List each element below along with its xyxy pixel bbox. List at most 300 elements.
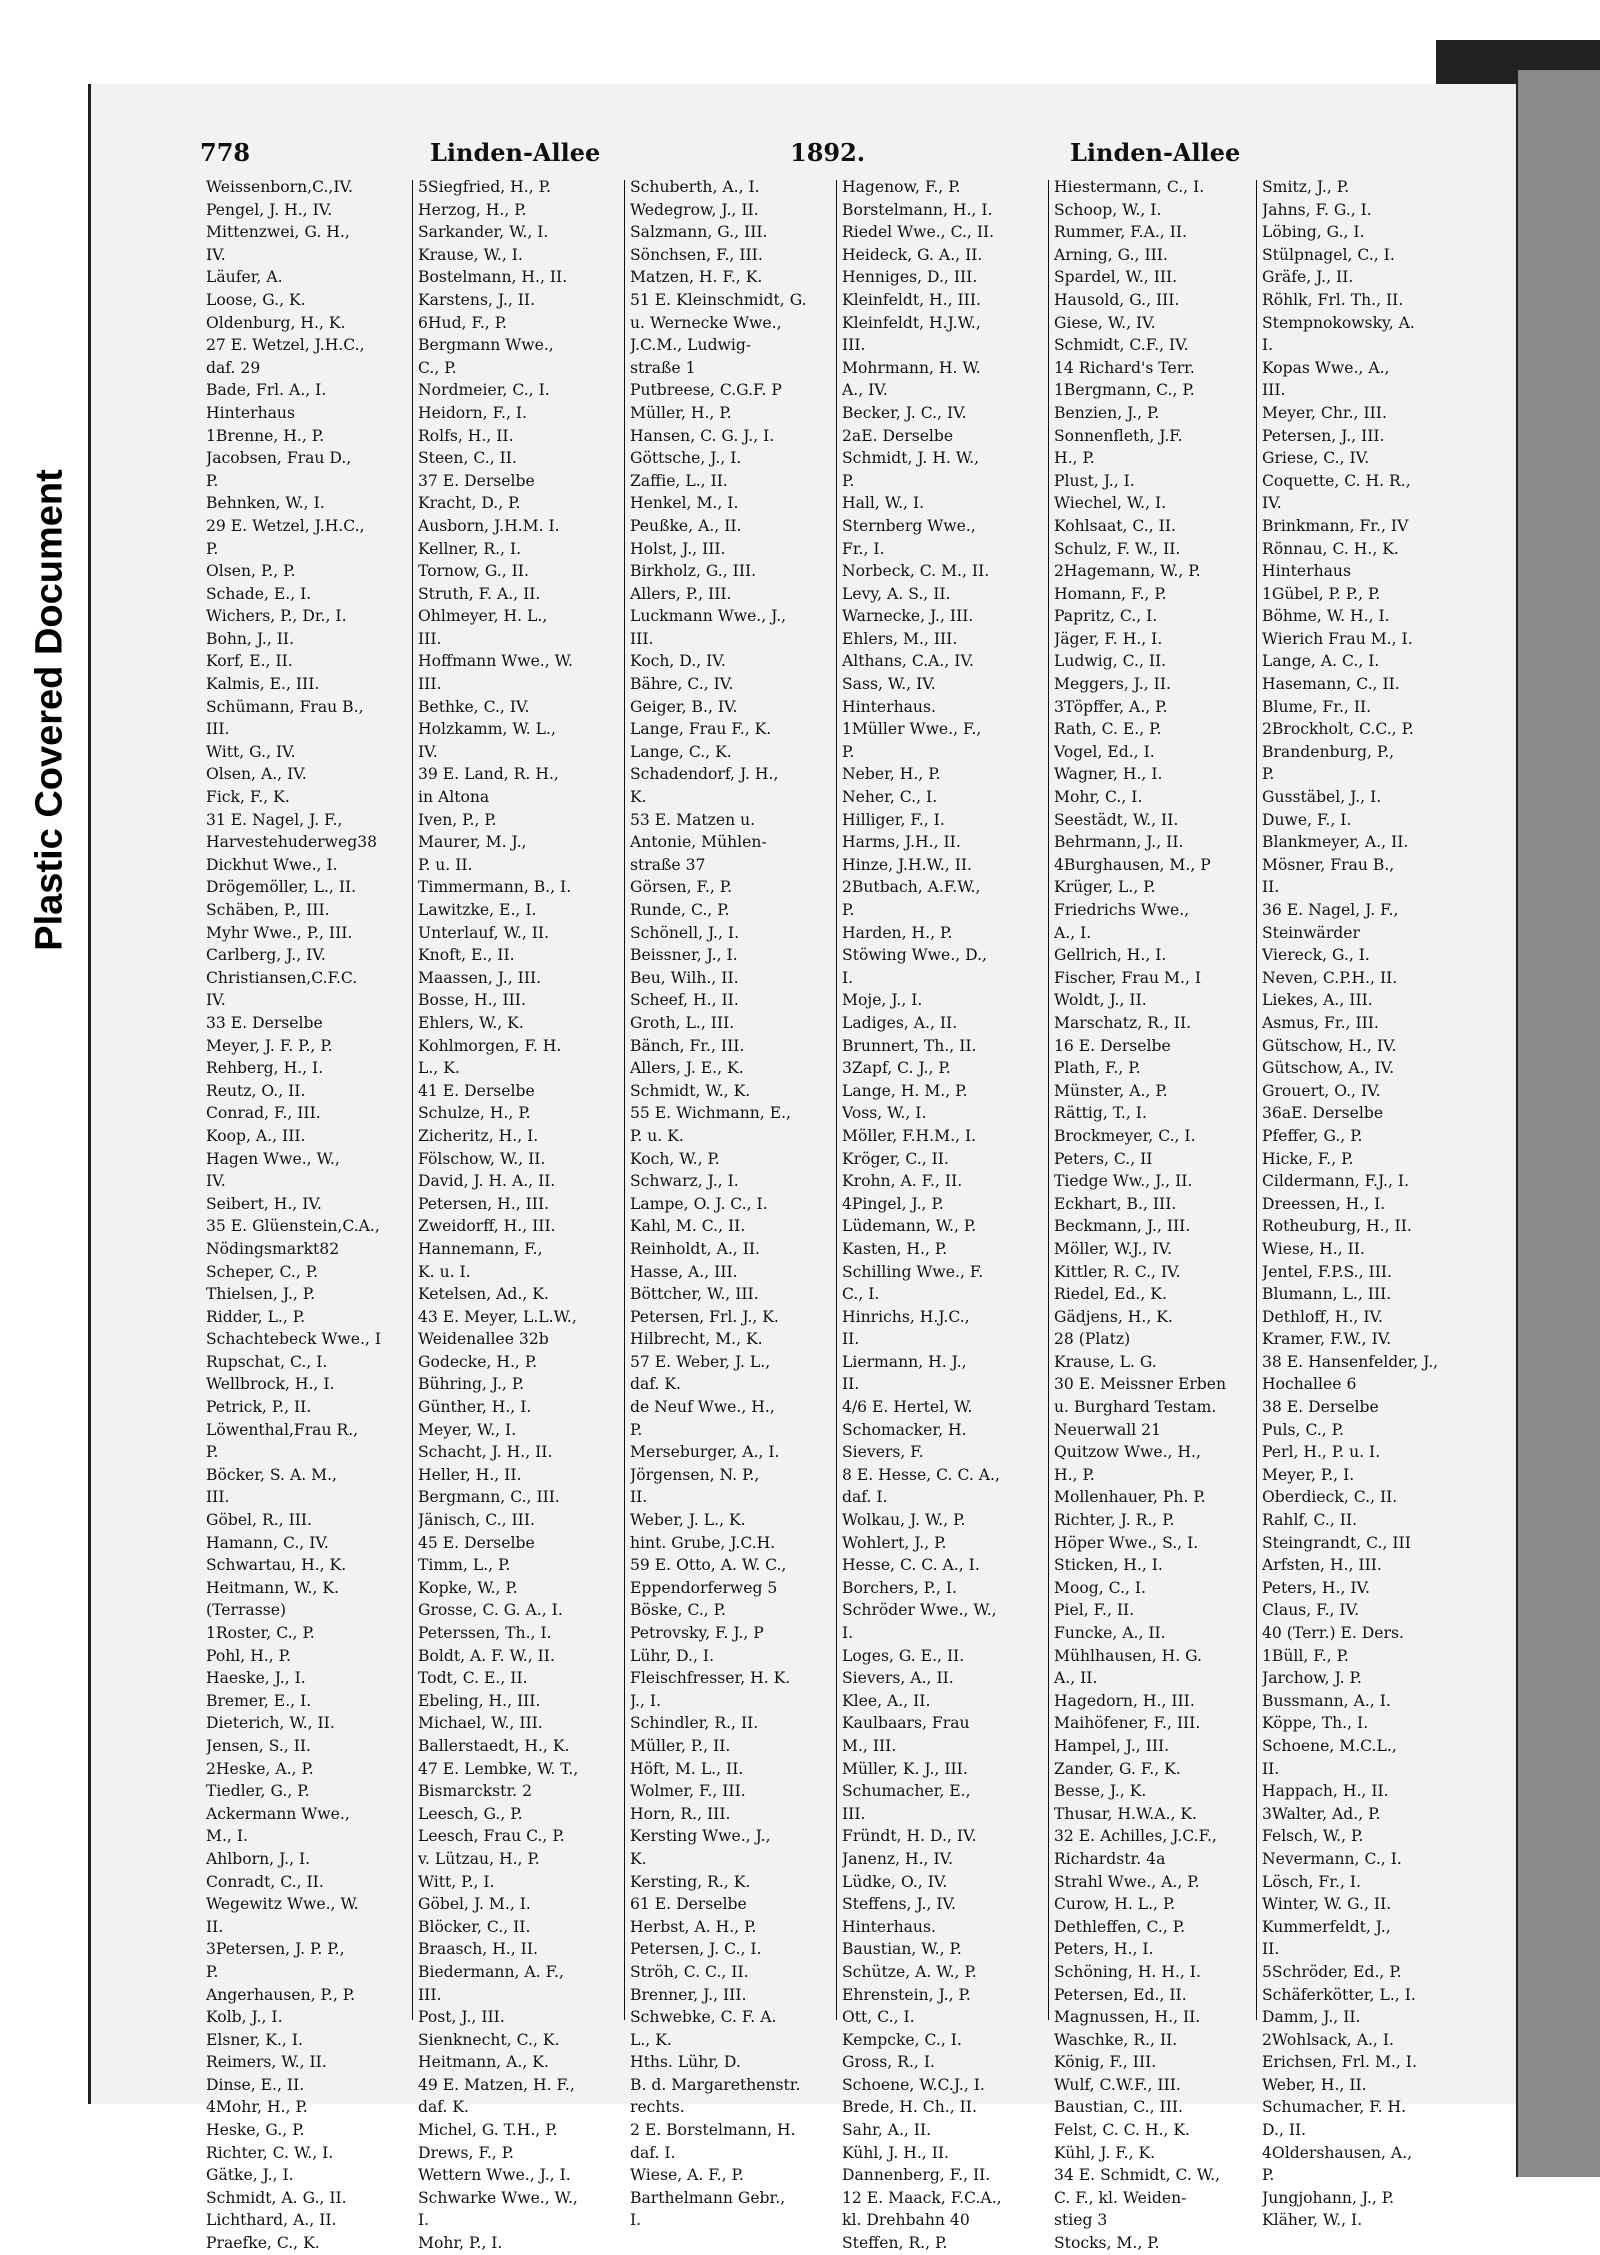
directory-entry: Peterssen, Th., I. [418, 1624, 552, 1642]
directory-entry: Steffen, R., P. [842, 2234, 948, 2253]
directory-entry: Maurer, M. J., [418, 833, 527, 852]
directory-entry: Göbel, J. M., I. [418, 1895, 531, 1914]
directory-entry: Braasch, H., II. [418, 1940, 538, 1959]
directory-entry: Jensen, S., II. [206, 1736, 311, 1755]
directory-entry: Kalmis, E., III. [206, 675, 320, 694]
directory-entry: Schuberth, A., I. [630, 178, 760, 196]
directory-entry: Warnecke, J., III. [842, 607, 974, 626]
directory-entry: Schmidt, J. H. W., [842, 449, 980, 468]
directory-entry: Schwarke Wwe., W., [418, 2188, 578, 2207]
directory-entry: Schulze, H., P. [418, 1104, 531, 1123]
directory-entry: Petersen, Ed., II. [1054, 1985, 1187, 2004]
directory-entry: Ausborn, J.H.M. I. [418, 516, 560, 535]
directory-entry: Müller, K. J., III. [842, 1759, 968, 1778]
directory-entry: Petersen, J., III. [1262, 426, 1385, 445]
directory-entry: Riedel, Ed., K. [1054, 1285, 1167, 1304]
directory-entry: Holst, J., III. [630, 539, 726, 558]
directory-entry: Kaulbaars, Frau [842, 1714, 970, 1733]
directory-entry: Rahlf, C., II. [1262, 1511, 1358, 1530]
directory-entry: David, J. H. A., II. [418, 1172, 556, 1191]
directory-entry: Zicheritz, H., I. [418, 1126, 539, 1145]
directory-entry: Lühr, D., I. [630, 1646, 715, 1665]
directory-entry: Barthelmann Gebr., [630, 2188, 786, 2207]
directory-entry: hint. Grube, J.C.H. [630, 1533, 776, 1552]
directory-entry: 2 E. Borstelmann, H. [630, 2121, 796, 2140]
directory-entry: Kopas Wwe., A., [1262, 358, 1390, 377]
directory-entry: 1Bergmann, C., P. [1054, 381, 1195, 400]
directory-entry: Liekes, A., III. [1262, 991, 1373, 1010]
directory-entry: Maassen, J., III. [418, 968, 542, 987]
directory-entry: Lüdke, O., IV. [842, 1872, 948, 1891]
directory-entry: Arning, G., III. [1054, 245, 1168, 264]
directory-entry: Praefke, C., K. [206, 2234, 320, 2253]
directory-entry: Lampe, O. J. C., I. [630, 1194, 768, 1213]
directory-entry: Dickhut Wwe., I. [206, 855, 338, 874]
directory-entry: 1Büll, F., P. [1262, 1646, 1349, 1665]
directory-column-5 [1054, 176, 1244, 2255]
directory-entry: Timmermann, B., I. [418, 878, 572, 897]
directory-entry: Dieterich, W., II. [206, 1714, 335, 1733]
directory-entry: Janenz, H., IV. [842, 1849, 954, 1868]
directory-entry: in Altona [418, 788, 490, 807]
directory-entry: Merseburger, A., I. [630, 1443, 780, 1462]
directory-entry: Fischer, Frau M., I [1054, 968, 1202, 987]
directory-entry: Schwebke, C. F. A. [630, 2008, 777, 2027]
directory-entry: Baustian, C., III. [1054, 2098, 1183, 2117]
directory-entry: Höper Wwe., S., I. [1054, 1533, 1199, 1552]
directory-entry: Angerhausen, P., P. [206, 1985, 356, 2004]
directory-entry: Thusar, H.W.A., K. [1054, 1804, 1197, 1823]
directory-entry: Richter, J. R., P. [1054, 1511, 1175, 1530]
directory-entry: Kasten, H., P. [842, 1239, 948, 1258]
directory-entry: Borstelmann, H., I. [842, 200, 993, 219]
directory-entry: Biedermann, A. F., [418, 1962, 564, 1981]
directory-column-4 [842, 176, 1032, 2255]
directory-entry: Ehlers, W., K. [418, 1013, 524, 1032]
directory-entry: Behrmann, J., II. [1054, 833, 1184, 852]
directory-entry: Moje, J., I. [842, 991, 923, 1010]
directory-entry: Unterlauf, W., II. [418, 923, 550, 942]
directory-entry: Gütschow, H., IV. [1262, 1036, 1397, 1055]
directory-entry: Mollenhauer, Ph. P. [1054, 1488, 1206, 1507]
directory-entry: Ott, C., I. [842, 2008, 915, 2027]
directory-entry: Rupschat, C., I. [206, 1352, 328, 1371]
directory-entry: Perl, H., P. u. I. [1262, 1443, 1381, 1462]
directory-entry: Mohr, P., I. [418, 2234, 503, 2253]
directory-entry: Arfsten, H., III. [1262, 1556, 1382, 1575]
directory-entry: Wichers, P., Dr., I. [206, 607, 347, 626]
directory-entry: I. [418, 2211, 430, 2230]
directory-entry: Eckhart, B., III. [1054, 1194, 1177, 1213]
directory-entry: Böcker, S. A. M., [206, 1465, 338, 1484]
directory-entry: Seestädt, W., II. [1054, 810, 1179, 829]
directory-entry: u. Burghard Testam. [1054, 1398, 1217, 1417]
directory-entry: 4Mohr, H., P. [206, 2098, 308, 2117]
directory-entry: Oberdieck, C., II. [1262, 1488, 1398, 1507]
directory-entry: Voss, W., I. [842, 1104, 927, 1123]
directory-entry: Bremer, E., I. [206, 1691, 312, 1710]
directory-entry: 2Heske, A., P. [206, 1759, 314, 1778]
directory-entry: Quitzow Wwe., H., [1054, 1443, 1201, 1462]
directory-entry: Puls, C., P. [1262, 1420, 1344, 1439]
directory-entry: Gellrich, H., I. [1054, 946, 1167, 965]
directory-entry: III. [206, 720, 230, 739]
directory-column-1 [206, 176, 396, 2255]
directory-entry: Kleinfeldt, H.J.W., [842, 313, 981, 332]
directory-entry: daf. 29 [206, 358, 261, 377]
directory-entry: Coquette, C. H. R., [1262, 471, 1411, 490]
directory-entry: Reutz, O., II. [206, 1081, 306, 1100]
directory-entry: Schümann, Frau B., [206, 697, 364, 716]
directory-entry: 4/6 E. Hertel, W. [842, 1398, 973, 1417]
directory-entry: Rummer, F.A., II. [1054, 223, 1187, 242]
directory-entry: Sienknecht, C., K. [418, 2030, 560, 2049]
directory-entry: Schumacher, E., [842, 1782, 971, 1801]
directory-entry: Hinterhaus [206, 403, 295, 422]
column-rule [1048, 180, 1049, 2020]
directory-entry: IV. [1262, 494, 1282, 513]
directory-entry: Schöning, H. H., I. [1054, 1962, 1201, 1981]
directory-entry: Lichthard, A., II. [206, 2211, 337, 2230]
directory-entry: Bänch, Fr., III. [630, 1036, 745, 1055]
directory-entry: Schmidt, W., K. [630, 1081, 751, 1100]
directory-entry: Antonie, Mühlen- [630, 833, 767, 852]
directory-entry: Levy, A. S., II. [842, 584, 951, 603]
directory-entry: Lüdemann, W., P. [842, 1217, 977, 1236]
directory-entry: Grosse, C. G. A., I. [418, 1601, 563, 1620]
directory-entry: Salzmann, G., III. [630, 223, 768, 242]
directory-entry: Jäger, F. H., I. [1054, 629, 1163, 648]
directory-entry: Althans, C.A., IV. [842, 652, 974, 671]
directory-entry: 43 E. Meyer, L.L.W., [418, 1307, 577, 1326]
directory-entry: v. Lützau, H., P. [418, 1849, 540, 1868]
directory-entry: Neven, C.P.H., II. [1262, 968, 1398, 987]
directory-entry: Sarkander, W., I. [418, 223, 549, 242]
directory-entry: 53 E. Matzen u. [630, 810, 756, 829]
directory-entry: Hesse, C. C. A., I. [842, 1556, 980, 1575]
directory-entry: Bussmann, A., I. [1262, 1691, 1391, 1710]
directory-entry: Weber, H., II. [1262, 2075, 1367, 2094]
directory-entry: Ehrenstein, J., P. [842, 1985, 971, 2004]
directory-entry: Eppendorferweg 5 [630, 1578, 778, 1597]
directory-entry: Bähre, C., IV. [630, 675, 734, 694]
directory-entry: 30 E. Meissner Erben [1054, 1375, 1227, 1394]
directory-entry: Homann, F., P. [1054, 584, 1167, 603]
directory-entry: Schmidt, C.F., IV. [1054, 336, 1189, 355]
directory-entry: Pohl, H., P. [206, 1646, 291, 1665]
directory-entry: K. [630, 788, 647, 807]
directory-entry: Blöcker, C., II. [418, 1917, 531, 1936]
directory-entry: Scheef, H., II. [630, 991, 739, 1010]
column-rule [836, 180, 837, 2020]
directory-entry: Kläher, W., I. [1262, 2211, 1363, 2230]
directory-entry: Bade, Frl. A., I. [206, 381, 327, 400]
directory-entry: Post, J., III. [418, 2008, 505, 2027]
directory-entry: Bühring, J., P. [418, 1375, 525, 1394]
directory-entry: Holzkamm, W. L., [418, 720, 556, 739]
directory-entry: Wulf, C.W.F., III. [1054, 2075, 1181, 2094]
directory-entry: Spardel, W., III. [1054, 268, 1178, 287]
directory-entry: Bergmann Wwe., [418, 336, 554, 355]
directory-entry: Conrad, F., III. [206, 1104, 321, 1123]
directory-entry: Brenner, J., III. [630, 1985, 747, 2004]
directory-entry: Herbst, A. H., P. [630, 1917, 757, 1936]
directory-entry: Kahl, M. C., II. [630, 1217, 746, 1236]
directory-entry: 61 E. Derselbe [630, 1895, 747, 1914]
directory-entry: Dreessen, H., I. [1262, 1194, 1386, 1213]
directory-entry: 38 E. Derselbe [1262, 1398, 1379, 1417]
directory-entry: Knoft, E., II. [418, 946, 515, 965]
directory-entry: Schwarz, J., I. [630, 1172, 739, 1191]
directory-entry: Ludwig, C., II. [1054, 652, 1167, 671]
directory-entry: Claus, F., IV. [1262, 1601, 1360, 1620]
directory-entry: Jacobsen, Frau D., [206, 449, 352, 468]
directory-entry: Elsner, K., I. [206, 2030, 303, 2049]
directory-entry: Witt, G., IV. [206, 742, 296, 761]
directory-entry: Sievers, A., II. [842, 1669, 954, 1688]
directory-entry: Höft, M. L., II. [630, 1759, 744, 1778]
directory-entry: Schäben, P., III. [206, 901, 330, 919]
directory-entry: II. [842, 1375, 860, 1394]
directory-entry: P. u. II. [418, 855, 473, 874]
directory-entry: Marschatz, R., II. [1054, 1013, 1192, 1032]
directory-entry: Ackermann Wwe., [206, 1804, 350, 1823]
directory-entry: Hagedorn, H., III. [1054, 1691, 1195, 1710]
directory-entry: Hinze, J.H.W., II. [842, 855, 972, 874]
directory-entry: Struth, F. A., II. [418, 584, 541, 603]
directory-entry: P. [206, 539, 219, 558]
directory-entry: I. [842, 1624, 854, 1642]
directory-entry: Griese, C., IV. [1262, 449, 1370, 468]
directory-entry: 39 E. Land, R. H., [418, 765, 559, 784]
directory-entry: Wolkau, J. W., P. [842, 1511, 966, 1530]
directory-entry: Heske, G., P. [206, 2121, 305, 2140]
directory-entry: II. [206, 1917, 224, 1936]
directory-entry: Gätke, J., I. [206, 2166, 294, 2185]
directory-entry: Klee, A., II. [842, 1691, 931, 1710]
directory-entry: Groth, L., III. [630, 1013, 735, 1032]
directory-entry: Sass, W., IV. [842, 675, 936, 694]
directory-entry: Korf, E., II. [206, 652, 293, 671]
directory-entry: Bosse, H., III. [418, 991, 526, 1010]
directory-entry: Neuerwall 21 [1054, 1420, 1162, 1439]
directory-entry: 45 E. Derselbe [418, 1533, 535, 1552]
directory-entry: Schoene, M.C.L., [1262, 1736, 1397, 1755]
directory-entry: Rönnau, C. H., K. [1262, 539, 1399, 558]
directory-entry: Thielsen, J., P. [206, 1285, 316, 1304]
directory-entry: B. d. Margarethenstr. [630, 2075, 801, 2094]
directory-entry: III. [418, 675, 442, 694]
directory-entry: Leesch, G., P. [418, 1804, 523, 1823]
directory-entry: Koch, W., P. [630, 1149, 720, 1168]
directory-entry: 31 E. Nagel, J. F., [206, 810, 343, 829]
directory-entry: Mösner, Frau B., [1262, 855, 1395, 874]
directory-entry: IV. [206, 991, 226, 1010]
directory-entry: Timm, L., P. [418, 1556, 511, 1575]
directory-entry: 4Oldershausen, A., [1262, 2143, 1413, 2162]
directory-entry: Grouert, O., IV. [1262, 1081, 1381, 1100]
directory-entry: Ohlmeyer, H. L., [418, 607, 548, 626]
directory-entry: Göttsche, J., I. [630, 449, 742, 468]
directory-entry: Hinterhaus [1262, 562, 1351, 581]
directory-entry: Ströh, C. C., II. [630, 1962, 749, 1981]
directory-entry: Blankmeyer, A., II. [1262, 833, 1409, 852]
directory-entry: Lange, H. M., P. [842, 1081, 968, 1100]
directory-entry: Maihöfener, F., III. [1054, 1714, 1201, 1733]
directory-entry: Curow, H. L., P. [1054, 1895, 1176, 1914]
directory-entry: Bismarckstr. 2 [418, 1782, 533, 1801]
directory-entry: Harden, H., P. [842, 923, 953, 942]
directory-entry: Wierich Frau M., I. [1262, 629, 1413, 648]
directory-entry: Schröder Wwe., W., [842, 1601, 997, 1620]
directory-entry: Kramer, F.W., IV. [1262, 1330, 1392, 1349]
directory-entry: Hall, W., I. [842, 494, 925, 513]
directory-entry: Ahlborn, J., I. [206, 1849, 311, 1868]
directory-column-6 [1262, 176, 1452, 2232]
column-rule [1256, 180, 1257, 2020]
directory-entry: I. [1262, 336, 1274, 355]
directory-entry: Wellbrock, H., I. [206, 1375, 335, 1394]
directory-entry: Sahr, A., II. [842, 2121, 932, 2140]
directory-entry: Fründt, H. D., IV. [842, 1827, 977, 1846]
directory-entry: Brinkmann, Fr., IV [1262, 516, 1409, 535]
directory-entry: Mühlhausen, H. G. [1054, 1646, 1202, 1665]
directory-entry: 40 (Terr.) E. Ders. [1262, 1624, 1404, 1642]
directory-entry: P. [630, 1420, 643, 1439]
directory-entry: 57 E. Weber, J. L., [630, 1352, 771, 1371]
directory-entry: Borchers, P., I. [842, 1578, 957, 1597]
directory-entry: Smitz, J., P. [1262, 178, 1350, 196]
directory-entry: Luckmann Wwe., J., [630, 607, 787, 626]
directory-entry: Hannemann, F., [418, 1239, 543, 1258]
directory-entry: Rolfs, H., II. [418, 426, 514, 445]
directory-entry: Happach, H., II. [1262, 1782, 1389, 1801]
directory-entry: 35 E. Glüenstein,C.A., [206, 1217, 380, 1236]
directory-entry: M., I. [206, 1827, 248, 1846]
directory-entry: Iven, P., P. [418, 810, 497, 829]
directory-entry: Rättig, T., I. [1054, 1104, 1147, 1123]
directory-entry: Jungjohann, J., P. [1262, 2188, 1395, 2207]
directory-entry: Rath, C. E., P. [1054, 720, 1162, 739]
directory-entry: P. [842, 901, 855, 919]
directory-entry: Löbing, G., I. [1262, 223, 1365, 242]
directory-entry: Beissner, J., I. [630, 946, 738, 965]
column-rule [624, 180, 625, 2020]
directory-entry: Sticken, H., I. [1054, 1556, 1163, 1575]
directory-entry: Lawitzke, E., I. [418, 901, 537, 919]
directory-entry: Brunnert, Th., II. [842, 1036, 977, 1055]
directory-entry: 28 (Platz) [1054, 1330, 1131, 1349]
directory-entry: Kröger, C., II. [842, 1149, 949, 1168]
directory-entry: Wiese, H., II. [1262, 1239, 1365, 1258]
directory-entry: kl. Drehbahn 40 [842, 2211, 970, 2230]
street-heading-left: Linden-Allee [430, 138, 601, 167]
directory-entry: Weber, J. L., K. [630, 1511, 746, 1530]
directory-entry: Dethleffen, C., P. [1054, 1917, 1186, 1936]
directory-entry: 47 E. Lembke, W. T., [418, 1759, 579, 1778]
directory-entry: 5Schröder, Ed., P. [1262, 1962, 1402, 1981]
directory-entry: II. [1262, 878, 1280, 897]
directory-entry: Meyer, W., I. [418, 1420, 517, 1439]
directory-entry: Witt, P., I. [418, 1872, 495, 1891]
directory-entry: II. [1262, 1759, 1280, 1778]
directory-entry: Besse, J., K. [1054, 1782, 1147, 1801]
directory-entry: Krohn, A. F., II. [842, 1172, 963, 1191]
directory-entry: C., P. [418, 358, 457, 377]
directory-entry: Papritz, C., I. [1054, 607, 1158, 626]
directory-entry: Norbeck, C. M., II. [842, 562, 990, 581]
directory-entry: Plust, J., I. [1054, 471, 1135, 490]
directory-entry: Putbreese, C.G.F. P [630, 381, 782, 400]
page-number: 778 [200, 138, 251, 167]
directory-entry: Allers, P., III. [630, 584, 732, 603]
directory-entry: Viereck, G., I. [1262, 946, 1370, 965]
directory-entry: Benzien, J., P. [1054, 403, 1160, 422]
directory-entry: Giese, W., IV. [1054, 313, 1156, 332]
directory-entry: Magnussen, H., II. [1054, 2008, 1201, 2027]
directory-entry: Heller, H., II. [418, 1465, 522, 1484]
directory-entry: Jahns, F. G., I. [1262, 200, 1372, 219]
directory-entry: 41 E. Derselbe [418, 1081, 535, 1100]
directory-entry: Ballerstaedt, H., K. [418, 1736, 570, 1755]
directory-entry: daf. I. [630, 2143, 676, 2162]
directory-entry: Hasse, A., III. [630, 1262, 738, 1281]
directory-entry: A., II. [1054, 1669, 1098, 1688]
directory-entry: Brockmeyer, C., I. [1054, 1126, 1196, 1145]
directory-entry: III. [1262, 381, 1286, 400]
directory-entry: Petersen, J. C., I. [630, 1940, 762, 1959]
directory-entry: Waschke, R., II. [1054, 2030, 1178, 2049]
directory-entry: Gräfe, J., II. [1262, 268, 1354, 287]
directory-entry: Schadendorf, J. H., [630, 765, 779, 784]
directory-entry: 38 E. Hansenfelder, J., [1262, 1352, 1439, 1371]
directory-entry: 3Zapf, C. J., P. [842, 1059, 951, 1078]
directory-entry: Herzog, H., P. [418, 200, 527, 219]
directory-entry: Beu, Wilh., II. [630, 968, 739, 987]
directory-entry: Kühl, J. F., K. [1054, 2143, 1156, 2162]
directory-entry: 1Roster, C., P. [206, 1624, 315, 1642]
directory-entry: Hausold, G., III. [1054, 290, 1180, 309]
directory-entry: Peters, H., IV. [1262, 1578, 1371, 1597]
directory-entry: Kolb, J., I. [206, 2008, 283, 2027]
directory-entry: Blume, Fr., II. [1262, 697, 1372, 716]
directory-entry: Vogel, Ed., I. [1054, 742, 1155, 761]
column-rule [412, 180, 413, 2020]
directory-entry: 2aE. Derselbe [842, 426, 954, 445]
directory-entry: L., K. [418, 1059, 460, 1078]
directory-entry: Asmus, Fr., III. [1262, 1013, 1379, 1032]
directory-entry: 14 Richard's Terr. [1054, 358, 1195, 377]
directory-entry: Müller, H., P. [630, 403, 732, 422]
directory-entry: III. [842, 1804, 866, 1823]
directory-entry: Godecke, H., P. [418, 1352, 538, 1371]
directory-entry: Günther, H., I. [418, 1398, 532, 1417]
directory-entry: Wiechel, W., I. [1054, 494, 1167, 513]
directory-entry: Petersen, Frl. J., K. [630, 1307, 779, 1326]
directory-entry: 32 E. Achilles, J.C.F., [1054, 1827, 1217, 1846]
directory-entry: 12 E. Maack, F.C.A., [842, 2188, 1002, 2207]
directory-entry: Möller, F.H.M., I. [842, 1126, 977, 1145]
directory-entry: Zweidorff, H., III. [418, 1217, 556, 1236]
directory-entry: 2Hagemann, W., P. [1054, 562, 1201, 581]
directory-entry: Piel, F., II. [1054, 1601, 1135, 1620]
directory-entry: Schoop, W., I. [1054, 200, 1162, 219]
directory-entry: Steffens, J., IV. [842, 1895, 957, 1914]
directory-entry: Bethke, C., IV. [418, 697, 530, 716]
directory-entry: Behnken, W., I. [206, 494, 325, 513]
directory-entry: daf. K. [630, 1375, 682, 1394]
directory-entry: Kohlsaat, C., II. [1054, 516, 1176, 535]
